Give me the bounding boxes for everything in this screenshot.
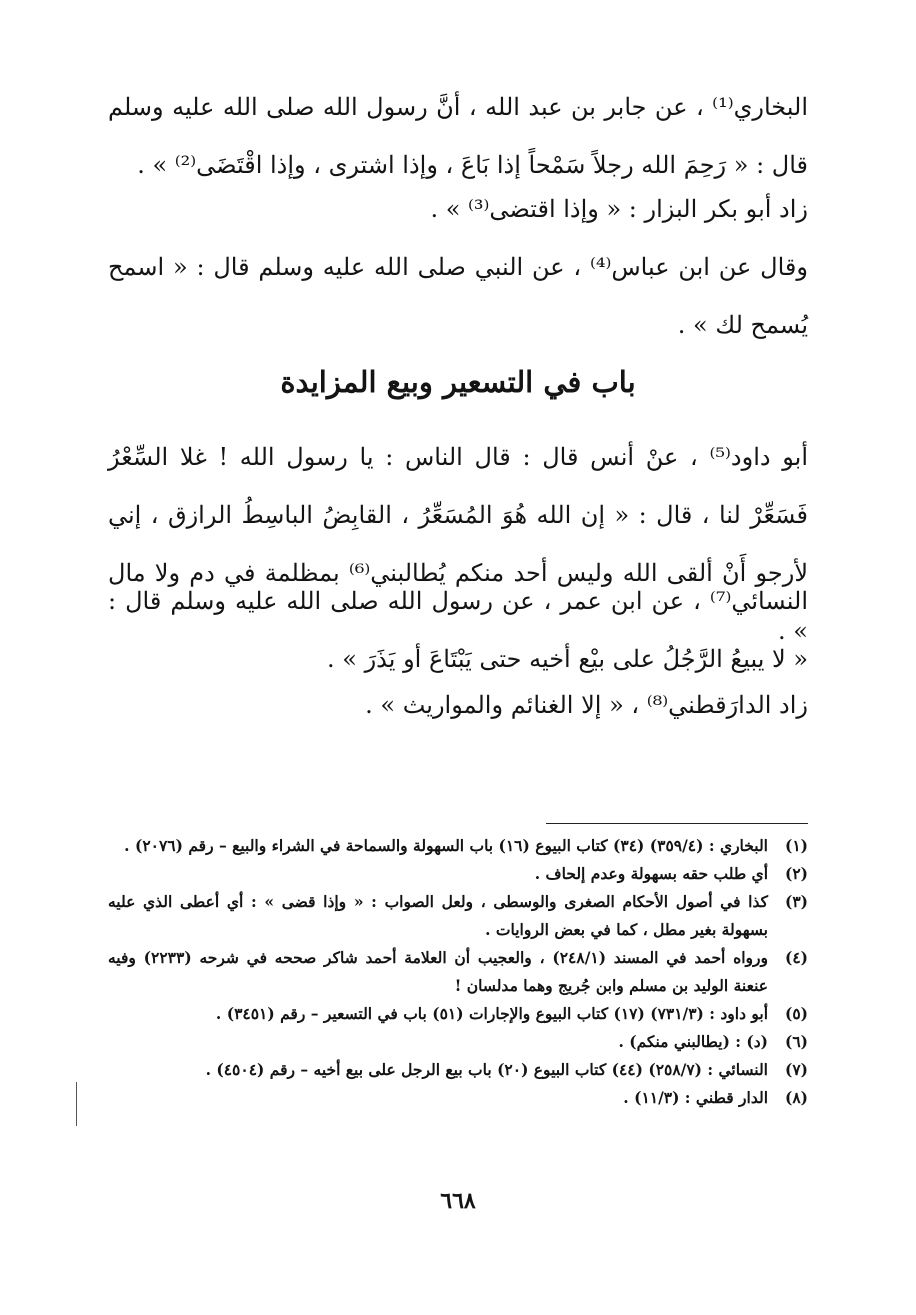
footnote-number: (٤) [784, 948, 808, 967]
footnote [108, 832, 808, 860]
footnote [108, 860, 808, 888]
body-paragraph: النسائي⁽⁷⁾ ، عن ابن عمر ، عن رسول الله صلى الله عليه وسلم قال : « لا يبيعُ الرَّجُلُ على بيْع أخيه حتى يَبْتَاعَ أو يَذَرَ » . [108, 587, 808, 673]
body-paragraph: أبو داود⁽⁵⁾ ، عنْ أنس قال : قال الناس : يا رسول الله ! غلا السِّعْرُ فَسَعِّرْ لنا ، قال : « إن الله هُوَ المُسَعِّرُ ، القابِضُ الباسِطُ الرازق ، إني لأرجو أَنْ ألقى الله وليس أحد منكم يُطالبني⁽⁶⁾ بمظلمة في دم ولا مال » . [108, 443, 809, 645]
footnote-text: (د) : (يطالبني منكم) . [618, 1032, 768, 1051]
body-paragraph: البخاري⁽¹⁾ ، عن جابر بن عبد الله ، أنَّ رسول الله صلى الله عليه وسلم قال : « رَحِمَ الله رجلاً سَمْحاً إذا بَاعَ ، وإذا اشترى ، وإذا اقْتَضَى⁽²⁾ » . [108, 93, 808, 179]
footnote-number: (٣) [784, 892, 808, 911]
footnote-number: (١) [784, 836, 808, 855]
body-paragraph: زاد أبو بكر البزار : « وإذا اقتضى⁽³⁾ » . [430, 195, 808, 223]
footnote [108, 1084, 808, 1112]
footnote-number: (٦) [784, 1032, 808, 1051]
footnote-number: (٢) [784, 864, 808, 883]
footnote-text: أبو داود : (٧٣١/٣) (١٧) كتاب البيوع والإجارات (٥١) باب في التسعير – رقم (٣٤٥١) . [215, 1004, 768, 1023]
footnote-text: الدار قطني : (١١/٣) . [623, 1088, 768, 1107]
footnote-text: أي طلب حقه بسهولة وعدم إلحاف . [534, 864, 768, 883]
footnote-divider [546, 823, 808, 824]
footnote [108, 1056, 808, 1084]
body-paragraph: وقال عن ابن عباس⁽⁴⁾ ، عن النبي صلى الله عليه وسلم قال : « اسمح يُسمح لك » . [108, 253, 808, 339]
section-heading: باب في التسعير وبيع المزايدة [280, 365, 636, 399]
footnotes-list [108, 832, 808, 1112]
footnote-text: النسائي : (٢٥٨/٧) (٤٤) كتاب البيوع (٢٠) باب بيع الرجل على بيع أخيه – رقم (٤٥٠٤) . [205, 1060, 768, 1079]
footnote [108, 888, 808, 944]
footnote-text: كذا في أصول الأحكام الصغرى والوسطى ، ولعل الصواب : « وإذا قضى » : أي أعطى الذي عليه بسهولة بغير مطل ، كما في بعض الروايات . [108, 892, 768, 939]
body-paragraph: زاد الدارَقطني⁽⁸⁾ ، « إلا الغنائم والمواريث » . [365, 691, 808, 719]
footnote-text: البخاري : (٣٥٩/٤) (٣٤) كتاب البيوع (١٦) باب السهولة والسماحة في الشراء والبيع – رقم (٢٠٧٦) . [124, 836, 768, 855]
footnote [108, 1000, 808, 1028]
margin-pencil-mark [76, 1082, 77, 1126]
footnote-number: (٥) [784, 1004, 808, 1023]
footnote-text: ورواه أحمد في المسند (٢٤٨/١) ، والعجيب أن العلامة أحمد شاكر صححه في شرحه (٢٢٣٣) وفيه عنعنة الوليد بن مسلم وابن جُريج وهما مدلسان ! [108, 948, 769, 995]
footnote [108, 944, 808, 1000]
footnote [108, 1028, 808, 1056]
footnote-number: (٧) [784, 1060, 808, 1079]
page-number: ٦٦٨ [440, 1188, 476, 1214]
footnote-number: (٨) [784, 1088, 808, 1107]
